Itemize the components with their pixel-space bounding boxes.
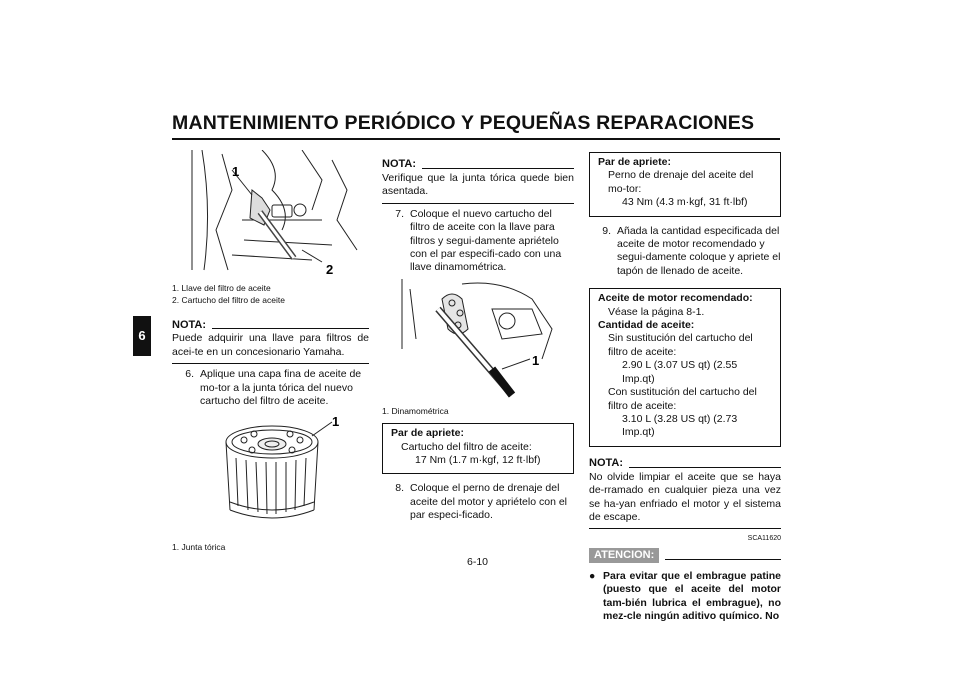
page-number: 6-10 (467, 556, 489, 568)
nota-text: No olvide limpiar el aceite que se haya de-rramado en cualquier pieza una vez se ha-yan enfriado el motor y el sistema de escape. (589, 470, 781, 523)
fig1-callout-1: 1 (232, 164, 240, 179)
nota-rule (589, 528, 781, 529)
oil-with-cartridge: Con sustitución del cartucho del filtro de aceite: (608, 386, 757, 412)
chapter-tab: 6 (133, 316, 151, 356)
nota-heading: NOTA: (589, 457, 781, 471)
oil-no-cartridge-value: 2.90 L (3.07 US qt) (2.55 Imp.qt) (622, 359, 738, 385)
oil-filter-wrench-illustration (172, 150, 369, 278)
column-3 (589, 152, 781, 623)
fig3-caption: 1. Dinamométrica (382, 406, 449, 417)
torque-item: Cartucho del filtro de aceite: (401, 440, 532, 453)
oil-qty-heading: Cantidad de aceite: (598, 319, 695, 332)
torque-value: 17 Nm (1.7 m·kgf, 12 ft·lbf) (415, 454, 541, 467)
column-2 (382, 158, 574, 523)
fig3-callout-1: 1 (532, 352, 540, 368)
atencion-heading: ATENCION: (589, 548, 781, 564)
torque-heading: Par de apriete: (391, 427, 464, 440)
column-1 (172, 150, 369, 553)
nota-text: Verifique que la junta tórica quede bien asentada. (382, 172, 574, 198)
fig1-callout-2: 2 (326, 262, 334, 277)
step-9: 9. Añada la cantidad especificada del aceite de motor recomendado y segui-damente coloque y apriete el tapón de llenado de aceite. (602, 224, 781, 277)
fig1-caption-2: 2. Cartucho del filtro de aceite (172, 295, 285, 306)
nota-text: Puede adquirir una llave para filtros de acei-te en un concesionario Yamaha. (172, 332, 369, 358)
nota-heading: NOTA: (382, 158, 574, 172)
torque-heading: Par de apriete: (598, 156, 671, 168)
step-6: 6. Aplique una capa fina de aceite de mo-tor a la junta tórica del nuevo cartucho del filtro de aceite. (185, 368, 362, 408)
bullet-icon: ● (589, 569, 596, 582)
nota-heading: NOTA: (172, 318, 369, 332)
nota-rule (382, 203, 574, 204)
atencion-bullet: ● Para evitar que el embrague patine (puesto que el aceite del motor tam-bién lubrica el embrague), no mez-cle ningún aditivo químico. No (589, 569, 781, 622)
oil-spec-box (589, 288, 781, 446)
fig2-caption: 1. Junta tórica (172, 541, 226, 552)
torque-value: 43 Nm (4.3 m·kgf, 31 ft·lbf) (622, 196, 748, 209)
step-8: 8. Coloque el perno de drenaje del aceite del motor y apriételo con el par especi-ficado. (395, 482, 568, 522)
oil-no-cartridge: Sin sustitución del cartucho del filtro de aceite: (608, 332, 753, 358)
fig2-callout-1: 1 (332, 414, 340, 430)
oil-filter-cartridge-illustration (172, 414, 369, 536)
torque-spec-box (382, 423, 574, 474)
caution-code: SCA11620 (747, 535, 781, 543)
nota-rule (172, 363, 369, 364)
fig1-caption-1: 1. Llave del filtro de aceite (172, 283, 271, 294)
torque-wrench-illustration (382, 279, 574, 399)
page-title: MANTENIMIENTO PERIÓDICO Y PEQUEÑAS REPARACIONES (172, 112, 755, 134)
oil-heading: Aceite de motor recomendado: (598, 292, 753, 305)
torque-item: Perno de drenaje del aceite del mo-tor: (608, 169, 754, 195)
title-rule (172, 138, 780, 140)
oil-ref: Véase la página 8-1. (608, 305, 705, 318)
step-7: 7. Coloque el nuevo cartucho del filtro de aceite con la llave para filtros y segui-damente apriételo con el par especifi-cado con una llave dinamométrica. (395, 207, 562, 274)
drain-bolt-torque-box (589, 152, 781, 217)
oil-with-cartridge-value: 3.10 L (3.28 US qt) (2.73 Imp.qt) (622, 412, 738, 439)
